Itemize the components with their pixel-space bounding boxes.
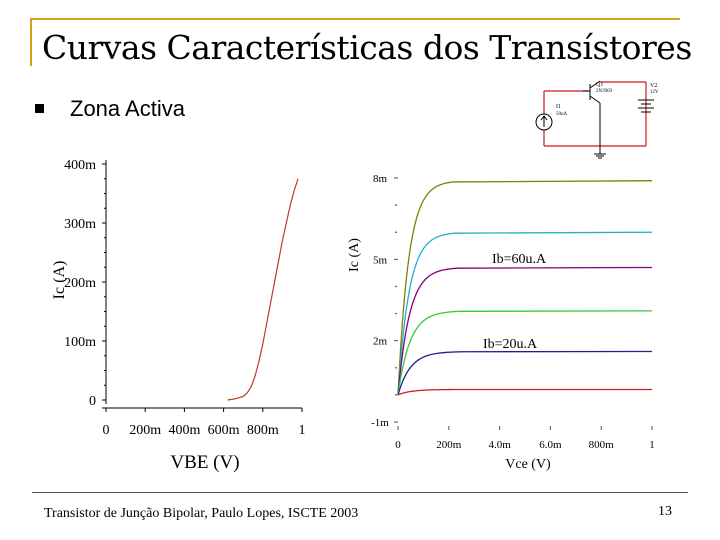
- chart-ic-vbe: [40, 150, 330, 480]
- chart2-ytick-label: -1m: [371, 417, 389, 429]
- page-number: 13: [658, 504, 672, 519]
- chart1-xtick-label: 1: [298, 423, 306, 438]
- chart2-xtick-label: 1: [649, 439, 655, 451]
- chart2-ytick-dot: [395, 313, 397, 315]
- footer-rule: [32, 492, 688, 493]
- i1-value: 50uA: [556, 112, 568, 117]
- chart2-xtick-label: 200m: [436, 439, 462, 451]
- annotation-ib60: Ib=60u.A: [492, 252, 547, 267]
- circuit-schematic: [528, 76, 668, 160]
- q1-part: 2N3903: [596, 89, 613, 94]
- chart1-xtick-label: 400m: [168, 423, 201, 438]
- annotation-ib20: Ib=20u.A: [483, 337, 538, 352]
- chart1-ylabel: Ic (A): [51, 260, 68, 300]
- ic-vce-curve: [398, 352, 652, 395]
- chart2-ytick-dot: [395, 394, 397, 396]
- ground-icon: [594, 146, 606, 158]
- chart1-ytick-label: 0: [89, 394, 96, 409]
- chart2-ytick-label: 8m: [372, 173, 388, 185]
- chart-ic-vce: [340, 160, 670, 475]
- bullet-text: Zona Activa: [70, 96, 185, 121]
- chart1-xlabel: VBE (V): [170, 452, 240, 473]
- chart1-ytick-label: 100m: [64, 335, 96, 350]
- chart2-xlabel: Vce (V): [505, 457, 551, 472]
- chart1-ytick-label: 300m: [64, 217, 96, 232]
- chart1-ytick-label: 200m: [64, 276, 96, 291]
- title-frame-left: [30, 18, 32, 66]
- bullet-square-icon: [35, 104, 44, 113]
- i1-name: I1: [556, 104, 561, 110]
- chart1-xtick-label: 200m: [129, 423, 162, 438]
- v2-value: 12V: [650, 90, 659, 95]
- chart2-ytick-dot: [395, 231, 397, 233]
- ic-vce-curve: [398, 181, 652, 395]
- title-frame-top: [30, 18, 680, 20]
- ic-vce-curve: [398, 267, 652, 394]
- slide-title: Curvas Características dos Transístores: [42, 28, 692, 67]
- chart2-ytick-dot: [395, 204, 397, 206]
- chart1-xtick-label: 800m: [246, 423, 279, 438]
- chart2-ytick-label: 5m: [372, 254, 388, 267]
- chart1-xtick-label: 600m: [207, 423, 240, 438]
- chart2-xtick-label: 800m: [588, 439, 614, 451]
- chart2-xtick-label: 4.0m: [488, 439, 511, 451]
- v2-name: V2: [650, 83, 658, 89]
- ic-vbe-curve: [228, 179, 299, 400]
- chart1-ytick-label: 400m: [64, 158, 96, 173]
- chart2-ylabel: Ic (A): [347, 238, 362, 272]
- q1-name: Q1: [596, 82, 604, 88]
- chart2-ytick-dot: [395, 286, 397, 288]
- chart2-ytick-dot: [395, 367, 397, 369]
- ic-vce-curve: [398, 389, 652, 394]
- ic-vce-curve: [398, 311, 652, 395]
- chart2-ytick-label: 2m: [372, 335, 388, 348]
- chart2-xtick-label: 6.0m: [539, 439, 562, 451]
- footer-text: Transistor de Junção Bipolar, Paulo Lopes, ISCTE 2003: [44, 506, 359, 521]
- chart2-xtick-label: 0: [395, 439, 401, 451]
- chart1-xtick-label: 0: [102, 423, 110, 438]
